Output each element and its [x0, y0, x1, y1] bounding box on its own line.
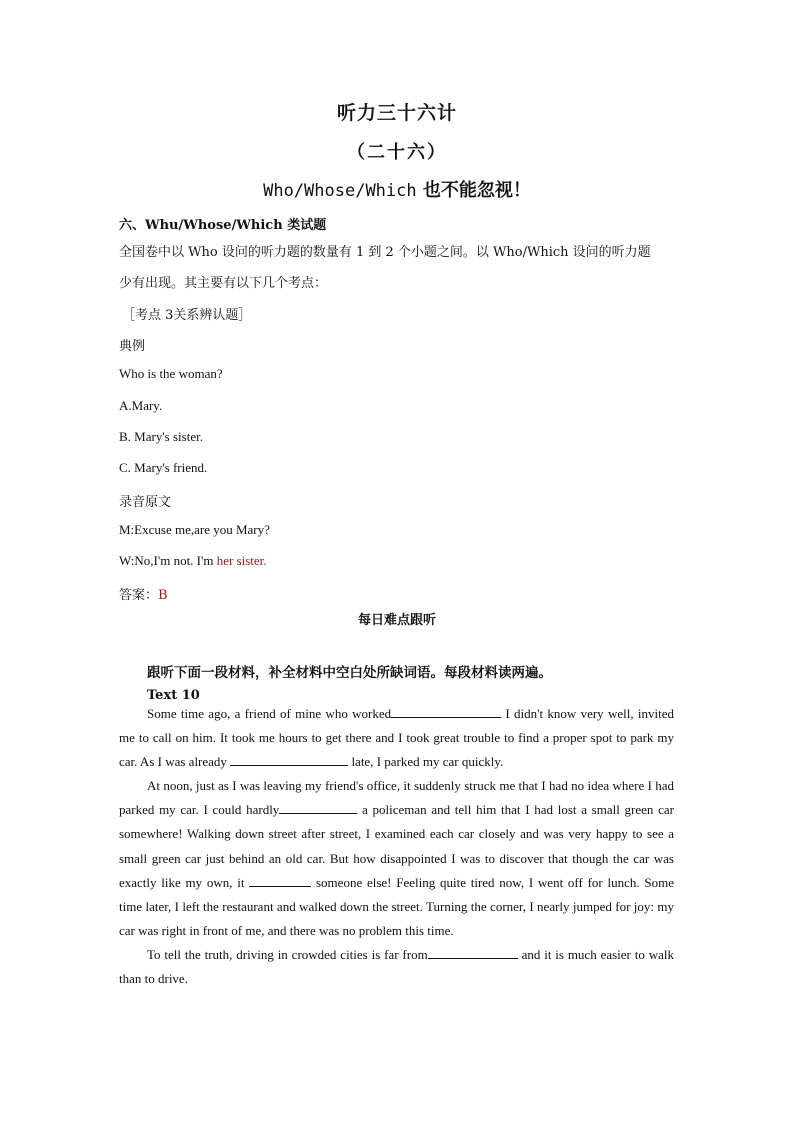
- answer-line: [119, 584, 168, 603]
- option-a: A.Mary.: [119, 398, 163, 413]
- p3-segment-a: To tell the truth, driving in crowded cities is far from: [147, 946, 428, 962]
- fill-blank-3[interactable]: [279, 801, 357, 814]
- p1-segment-b: I didn't know very well, invited me to call on him. It took me hours to get there and I took great trouble to find a proper spot to park my car. As I was already: [119, 706, 674, 770]
- transcript-woman-highlight: her sister.: [216, 553, 267, 568]
- text-label: Text 10: [147, 688, 200, 703]
- option-b: B. Mary's sister.: [119, 429, 203, 444]
- transcript-woman: [119, 553, 267, 569]
- example-label: 典例: [119, 339, 146, 354]
- intro-line-1: 全国卷中以 Who 设问的听力题的数量有 1 到 2 个小题之间。以 Who/Which 设问的听力题: [119, 245, 651, 260]
- question-text: Who is the woman?: [119, 366, 223, 381]
- transcript-label: 录音原文: [119, 495, 172, 510]
- p2-segment-a: At noon, just as I was leaving my friend's office, it suddenly struck me that I had no idea where I had parked my car. I could hardly: [119, 778, 674, 818]
- page-title: 听力三十六计: [336, 102, 457, 124]
- page-subtitle: （二十六）: [347, 142, 447, 163]
- daily-listening-heading: 每日难点跟听: [357, 613, 436, 628]
- topic-title-en: Who/Whose/Which: [263, 181, 417, 201]
- option-c: C. Mary's friend.: [119, 460, 208, 475]
- p3-segment-b: and it is much easier to walk than to drive.: [119, 946, 674, 987]
- answer-label: 答案：: [119, 588, 159, 603]
- intro-line-2: 少有出现。其主要有以下几个考点：: [119, 276, 328, 291]
- p1-segment-a: Some time ago, a friend of mine who worked: [147, 706, 392, 721]
- listening-passage: [119, 702, 674, 991]
- topic-title: [0, 176, 794, 202]
- section-heading: 六、Whu/Whose/Which 类试题: [119, 218, 327, 233]
- passage-paragraph-1: [119, 702, 674, 774]
- transcript-man: M:Excuse me,are you Mary?: [119, 522, 270, 537]
- transcript-woman-text: W:No,I'm not. I'm: [119, 553, 217, 568]
- fill-blank-4[interactable]: [249, 874, 311, 887]
- passage-paragraph-3: [119, 943, 674, 991]
- daily-instruction: 跟听下面一段材料，补全材料中空白处所缺词语。每段材料读两遍。: [147, 665, 552, 681]
- answer-value: B: [158, 588, 168, 603]
- p2-segment-c: someone else! Feeling quite tired now, I went off for lunch. Some time later, I left the restaurant and walked down the street. Turning the corner, I nearly jumped for joy: my car was right in front of me, and there was no problem this time.: [119, 874, 674, 938]
- exam-point: ［考点 3关系辨认题］: [122, 308, 252, 323]
- p1-segment-c: late, I parked my car quickly.: [348, 754, 504, 770]
- fill-blank-5[interactable]: [428, 946, 518, 959]
- passage-paragraph-2: [119, 774, 674, 943]
- topic-title-cn: 也不能忽视！: [416, 180, 531, 201]
- fill-blank-1[interactable]: [391, 705, 501, 718]
- p2-segment-b: a policeman and tell him that I had lost a small green car somewhere! Walking down street after street, I examined each car closely and was very happy to see a small green car just behind an old car. But how disappointed I was to discover that though the car was exactly like my own, it: [119, 802, 674, 890]
- fill-blank-2[interactable]: [230, 753, 348, 766]
